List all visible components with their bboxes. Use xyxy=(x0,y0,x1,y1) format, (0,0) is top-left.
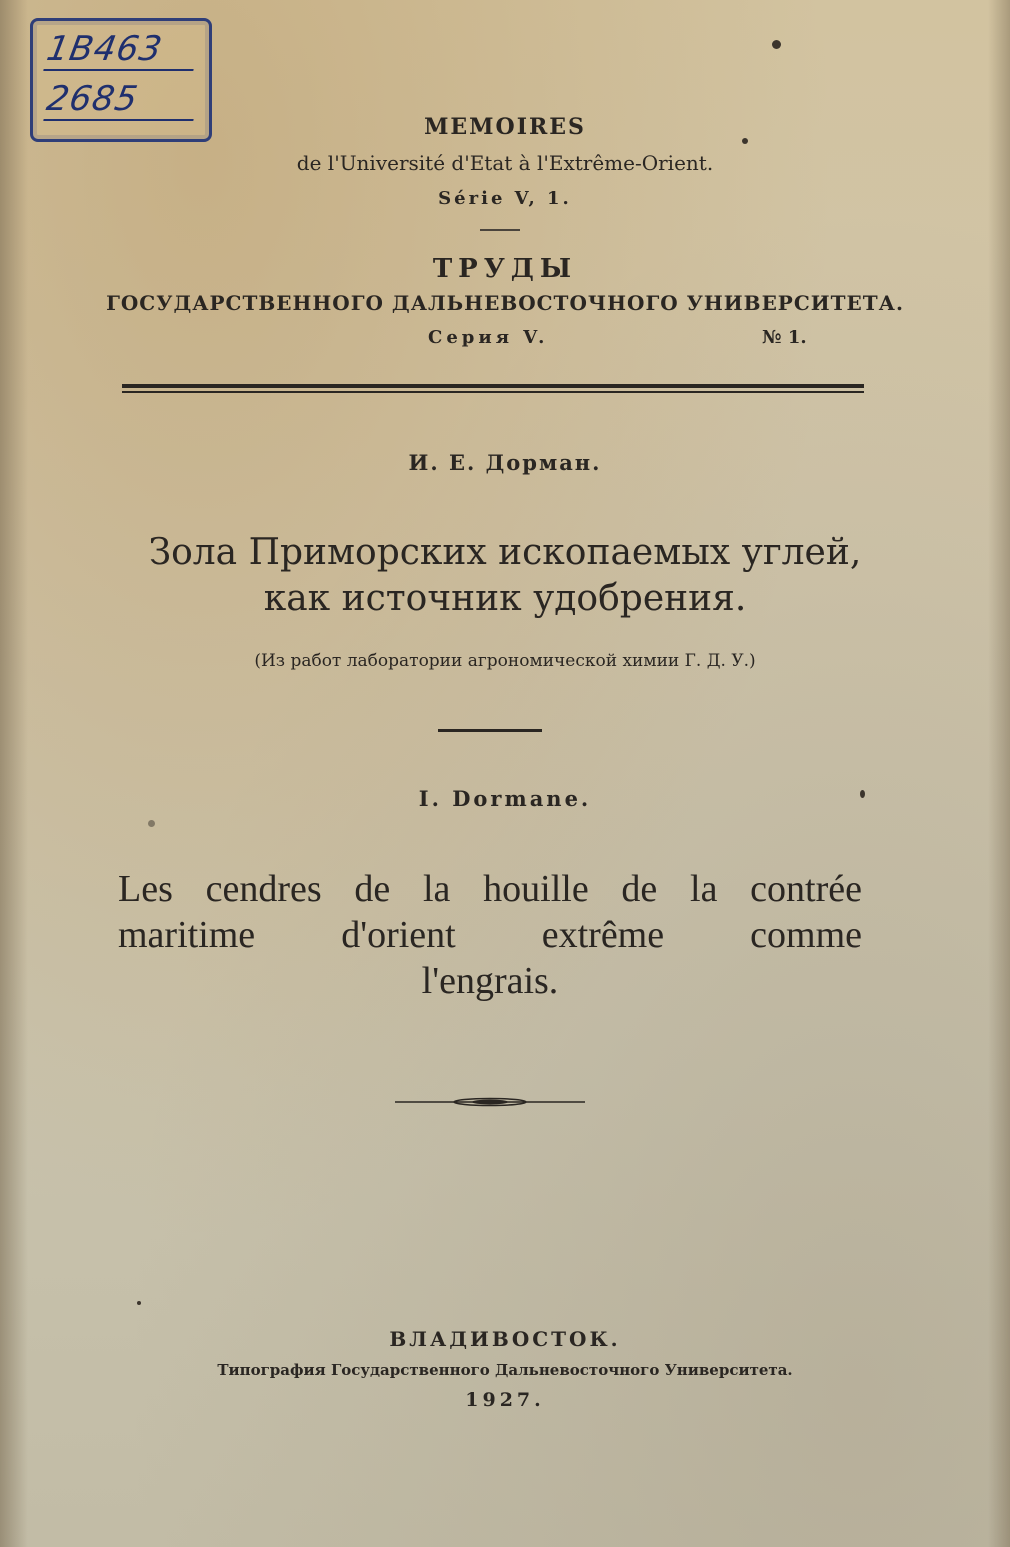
stamp-line-1: 1В463 xyxy=(43,29,200,71)
imprint-printer: Типография Государственного Дальневосточного Университета. xyxy=(217,1361,793,1379)
middle-divider xyxy=(438,729,542,732)
university-name-ru: ГОСУДАРСТВЕННОГО ДАЛЬНЕВОСТОЧНОГО УНИВЕРСИТЕТА. xyxy=(106,291,904,315)
title-fr xyxy=(118,866,862,1004)
imprint-year: 1927. xyxy=(465,1389,545,1411)
title-ru-line-1: Зола Приморских ископаемых углей, xyxy=(148,532,862,573)
header-double-rule xyxy=(122,384,864,393)
paper-speck xyxy=(772,40,781,49)
title-ru xyxy=(0,530,1010,622)
paper-speck xyxy=(148,820,155,827)
serie-fr: Série V, 1. xyxy=(438,188,572,209)
author-ru: И. Е. Дорман. xyxy=(408,450,602,475)
page-edge-shadow-left xyxy=(0,0,28,1547)
imprint-city: ВЛАДИВОСТОК. xyxy=(389,1327,621,1351)
ornament-divider xyxy=(395,1097,585,1107)
title-fr-line-3: l'engrais. xyxy=(421,960,559,1002)
stamp-line-2: 2685 xyxy=(43,79,200,121)
subtitle-ru: (Из работ лаборатории агрономической химии Г. Д. У.) xyxy=(254,651,756,671)
paper-speck xyxy=(742,138,748,144)
title-ru-line-2: как источник удобрения. xyxy=(263,578,747,619)
page-edge-shadow-right xyxy=(988,0,1010,1547)
trudy-heading: ТРУДЫ xyxy=(432,254,578,284)
title-fr-line-1: Les cendres de la houille de la contrée xyxy=(118,868,862,910)
paper-speck xyxy=(860,790,865,798)
series-ru: Серия V. xyxy=(428,327,549,348)
paper-speck xyxy=(137,1301,141,1305)
memoires-heading: MEMOIRES xyxy=(424,114,586,140)
author-fr: I. Dormane. xyxy=(418,786,592,811)
short-divider xyxy=(480,229,520,231)
title-fr-line-2: maritime d'orient extrême comme xyxy=(118,914,862,956)
issue-number-ru: № 1. xyxy=(762,327,807,348)
university-name-fr: de l'Université d'Etat à l'Extrême-Orient. xyxy=(296,151,714,175)
